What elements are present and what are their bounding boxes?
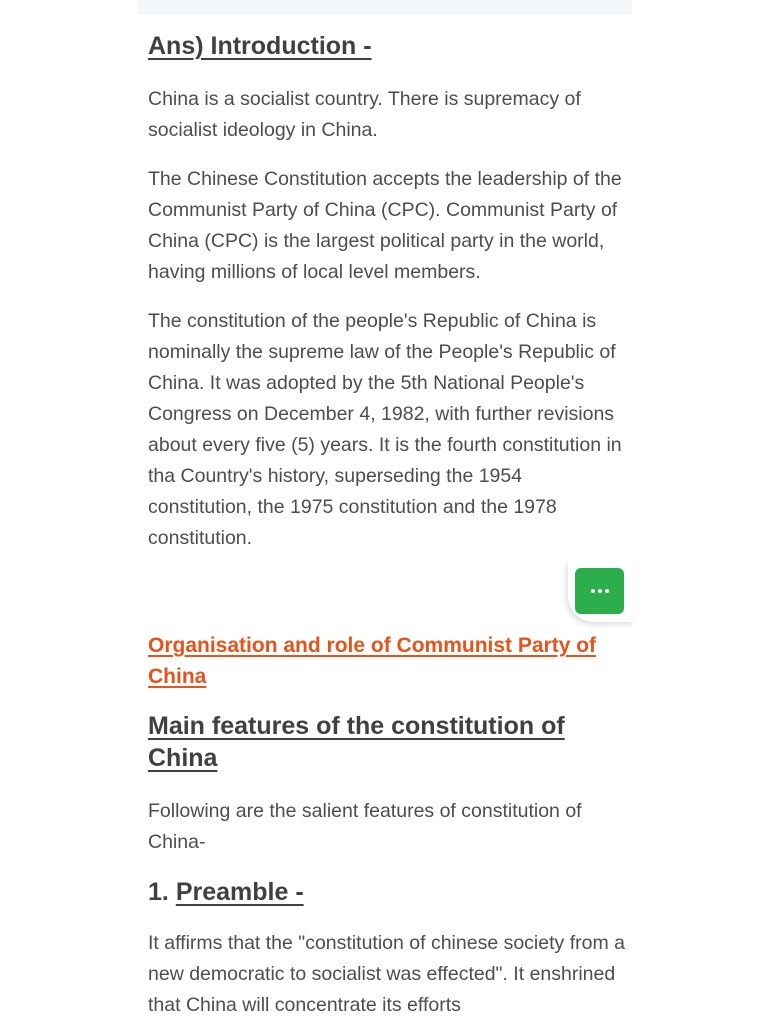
related-article-link[interactable]: Organisation and role of Communist Party of China: [148, 634, 597, 688]
more-options-button[interactable]: [575, 568, 624, 614]
intro-paragraph-3: The constitution of the people's Republic of China is nominally the supreme law of the People's Republic of China. It was adopted by the 5th National People's Congress on December 4, 1982, with further revisions about every five (5) years. It is the fourth constitution in tha Country's history, superseding the 1954 constitution, the 1975 constitution and the 1978 constitution.: [148, 310, 622, 549]
more-dots-icon: [591, 589, 609, 593]
feature-title: Preamble -: [175, 878, 304, 906]
feature-heading-preamble: [148, 876, 628, 908]
top-strip: [138, 0, 632, 14]
features-lead-paragraph: Following are the salient features of constitution of China-: [148, 800, 582, 853]
article-content: [148, 24, 628, 1024]
feature-number: 1.: [148, 878, 169, 906]
floating-action-container: [568, 560, 634, 622]
introduction-heading: Ans) Introduction -: [148, 32, 372, 60]
feature-paragraph-preamble: It affirms that the "constitution of chinese society from a new democratic to socialist was effected". It enshrined that China will concentrate its efforts: [148, 932, 625, 1016]
intro-paragraph-1: China is a socialist country. There is supremacy of socialist ideology in China.: [148, 88, 581, 141]
intro-paragraph-2: The Chinese Constitution accepts the leadership of the Communist Party of China (CPC). Communist Party of China (CPC) is the largest political party in the world, having millions of local level members.: [148, 168, 622, 283]
main-features-heading: Main features of the constitution of China: [148, 712, 565, 772]
